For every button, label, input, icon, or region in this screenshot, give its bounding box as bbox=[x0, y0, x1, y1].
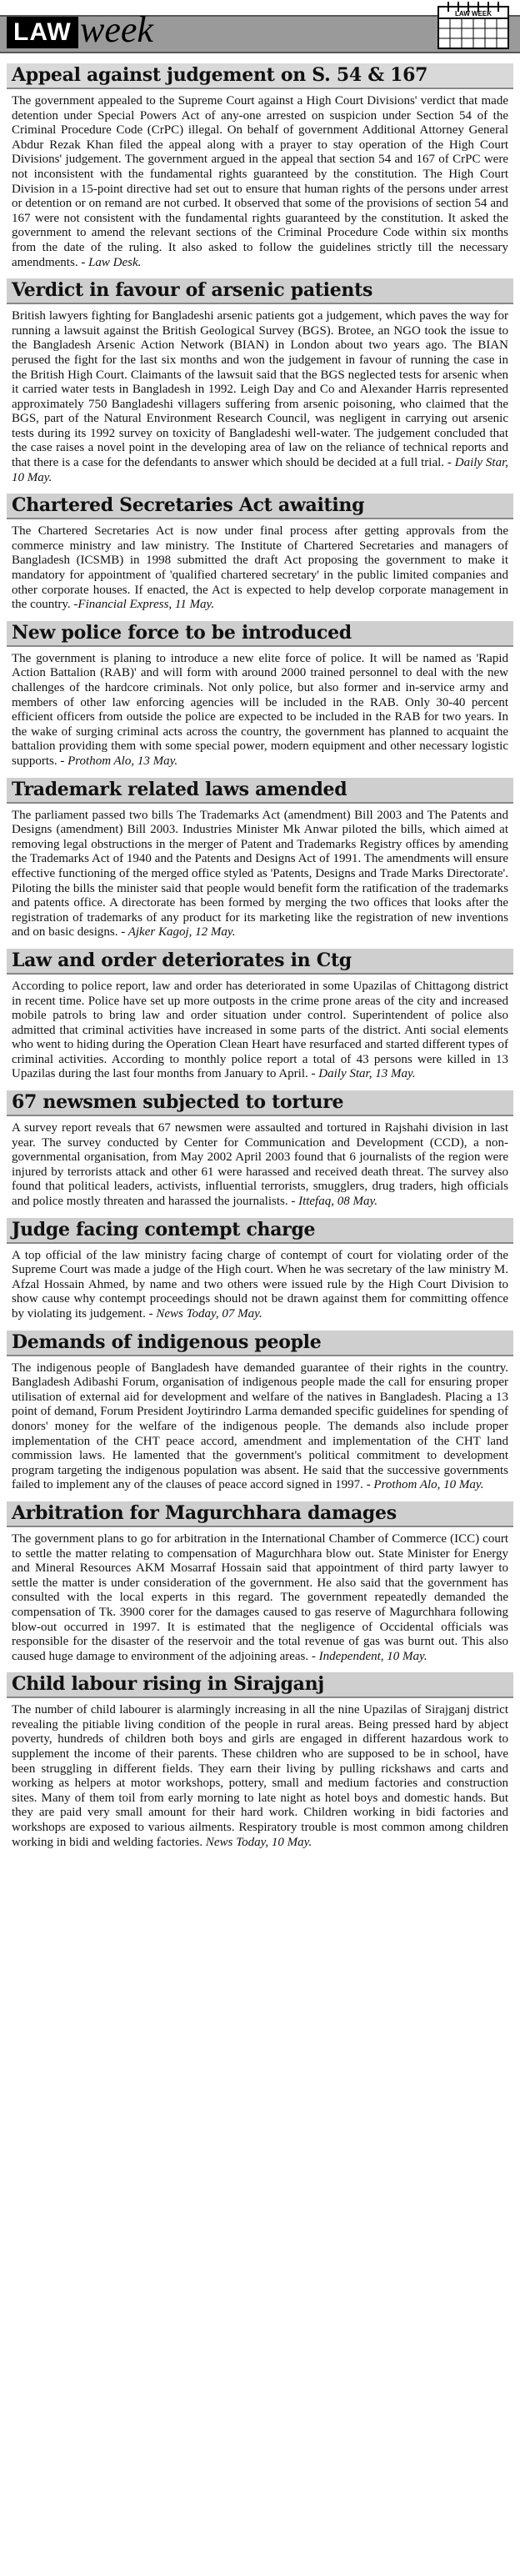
article-title: Child labour rising in Sirajganj bbox=[7, 1672, 513, 1698]
article-text: According to police report, law and order has deteriorated in some Upazilas of Chittagong district in recent time. Police have set up more outposts in the crime prone areas of the city and increased mobile patrols to bring law and order situation under control. Superintendent of police also admitted that criminal activities have increased in some parts of the district. Anti social elements who went to hiding during the Operation Clean Heart have resurfaced and started different types of criminal activities. According to monthly police report a total of 43 persons were killed in 13 Upazilas during the last four months from January to April. bbox=[12, 979, 508, 1081]
article-body bbox=[7, 89, 513, 273]
article-text: The number of child labourer is alarmingly increasing in all the nine Upazilas of Sirajganj district revealing the pitiable living condition of the people in rural areas. Being pressed hard by abject poverty, hundreds of children both boys and girls are engaged in different hazardous work to supplement the income of their parents. These children who are supposed to be in school, have been struggling in different fields. They earn their living by pulling rickshaws and carts and working as helpers at motor workshops, pottery, small and medium factories and construction sites. Many of them toil from early morning to late night as hotel boys and domestic hands. But they are paid very small amount for their hard work. Children working in bidi factories and workshops are exposed to various ailments. Respiratory trouble is most common among children working in bidi and welding factories. bbox=[12, 1703, 508, 1849]
article bbox=[7, 949, 513, 1085]
article-source: - News Today, 07 May. bbox=[148, 1307, 262, 1321]
article-source: -Financial Express, 11 May. bbox=[73, 598, 215, 612]
masthead-law-label: LAW bbox=[7, 17, 78, 48]
masthead-week-label: week bbox=[80, 9, 153, 50]
article-title: New police force to be introduced bbox=[7, 621, 513, 647]
article-source: - Ajker Kagoj, 12 May. bbox=[121, 925, 236, 940]
article-title: Arbitration for Magurchhara damages bbox=[7, 1501, 513, 1527]
article-body bbox=[7, 647, 513, 773]
calendar-label: LAW WEEK bbox=[455, 10, 492, 18]
article-text: A survey report reveals that 67 newsmen were assaulted and tortured in Rajshahi division in last year. The survey conducted by Center for Communication and Development (CCD), a non-governmental organisation, from May 2002 April 2003 found that 6 journalists of the region were injured by terrorists attack and other 61 were harassed and received death threat. The survey also found that political leaders, activists, influential terrorists, smugglers, drug traders, high officials and police mostly threaten and harassed the journalists. bbox=[12, 1121, 508, 1209]
article-text: The indigenous people of Bangladesh have demanded guarantee of their rights in the country. Bangladesh Adibashi Forum, organisation of indigenous people made the call for ensuring proper utilisation of external aid for development and welfare of the natives in Bangladesh. Placing a 13 point of demand, Forum President Joytirindro Larma demanded specific guidelines for spending of donors' money for the welfare of the indigenous people. The demands also include proper implementation of the CHT peace accord, amendment and implementation of the CHT land commission laws. He lamented that the government's political commitment to development program targeting the indigenous population was absent. He said that the successive governments failed to implement any of the clauses of peace accord signed in 1997. bbox=[12, 1361, 508, 1492]
article-body bbox=[7, 1244, 513, 1326]
article-body bbox=[7, 975, 513, 1085]
article bbox=[7, 278, 513, 489]
article-source: - Daily Star, 10 May. bbox=[12, 456, 509, 484]
article-source: - Daily Star, 13 May. bbox=[311, 1067, 416, 1081]
article-text: The Chartered Secretaries Act is now under final process after getting approvals from the commerce ministry and law ministry. The Institute of Chartered Secretaries and managers of Bangladesh (ICSMB) in 1998 submitted the draft Act proposing the government to make it mandatory for appointment of 'qualified chartered secretary' in the public limited companies and other corporate houses. If enacted, the Act is expected to help develop corporate management in the country. bbox=[12, 524, 508, 612]
article-title: Judge facing contempt charge bbox=[7, 1218, 513, 1244]
article-body bbox=[7, 1116, 513, 1213]
article-source: - Ittefaq, 08 May. bbox=[291, 1195, 378, 1209]
article-title: Demands of indigenous people bbox=[7, 1331, 513, 1356]
article-body bbox=[7, 304, 513, 489]
article-body bbox=[7, 519, 513, 616]
article bbox=[7, 1218, 513, 1326]
article-title: Trademark related laws amended bbox=[7, 778, 513, 804]
article-title: Law and order deteriorates in Ctg bbox=[7, 949, 513, 975]
article-source: News Today, 10 May. bbox=[205, 1835, 312, 1849]
article-text: The government appealed to the Supreme Court against a High Court Divisions' verdict that made detention under Special Powers Act of any-one arrested on suspicion under Section 54 of the Criminal Procedure Code (CrPC) illegal. On behalf of government Additional Attorney General Abdur Rezak Khan filed the appeal along with a prayer to stay operation of the High Court Divisions' judgement. The government argued in the appeal that section 54 and 167 of CrPC were not inconsistent with the fundamental rights guaranteed by the constitution. The High Court Division in a 15-point directive had set out to ensure that human rights of the persons under arrest or detention or on remand are not curbed. It observed that some of the provisions of section 54 and 167 were not consistent with the fundamental rights guaranteed by the constitution. It asked the government to amend the relevant sections of the Criminal Procedure Code within six months from the date of the ruling. It also asked to follow the guidelines strictly till the necessary amendments. bbox=[12, 94, 508, 269]
article-body bbox=[7, 1356, 513, 1496]
article-body bbox=[7, 1527, 513, 1667]
article bbox=[7, 1501, 513, 1667]
article-source: - Law Desk. bbox=[81, 255, 142, 269]
article-title: 67 newsmen subjected to torture bbox=[7, 1090, 513, 1116]
article bbox=[7, 778, 513, 944]
article-title: Chartered Secretaries Act awaiting bbox=[7, 494, 513, 519]
article-text: The parliament passed two bills The Trademarks Act (amendment) Bill 2003 and The Patents and Designs (amendment) Bill 2003. Industries Minister Mk Anwar piloted the bills, which aimed at removing legal obstructions in the merger of Patent and Trademarks Registry offices by amending the Trademarks Act of 1940 and the Patents and Designs Act of 1991. The amendments will ensure effective functioning of the merged office styled as 'Patents, Designs and Trade Marks Directorate'. Piloting the bills the minister said that people would benefit form the ratification of the trademarks and patents office. A directorate has been formed by merging the two offices that looks after the registration of trademarks of any product for its marketing like the registration of new inventions and on basic designs. bbox=[12, 808, 508, 940]
article bbox=[7, 63, 513, 273]
article-source: - Prothom Alo, 10 May. bbox=[366, 1478, 484, 1492]
article bbox=[7, 1672, 513, 1853]
article-text: A top official of the law ministry facing charge of contempt of court for violating order of the Supreme Court was made a judge of the High court. When he was secretary of the law ministry M. Afzal Hossain Ahmed, by name and two others were issued rule by the High Court Division to show cause why contempt proceedings should not be drawn against them for committing offence by violating its judgement. bbox=[12, 1248, 508, 1321]
article-title: Appeal against judgement on S. 54 & 167 bbox=[7, 63, 513, 89]
article-body bbox=[7, 1698, 513, 1853]
masthead bbox=[0, 0, 520, 63]
article-body bbox=[7, 804, 513, 944]
calendar-icon bbox=[433, 0, 513, 52]
article-text: British lawyers fighting for Bangladeshi arsenic patients got a judgement, which paves the way for running a lawsuit against the British Geological Survey (BGS). Brotee, an NGO took the issue to the Bangladesh Arsenic Action Network (BIAN) in London about two years ago. The BIAN perused the fight for the last six months and won the judgement in favour of running the case in the British High Court. Claimants of the lawsuit said that the BGS neglected tests for arsenic when it carried water tests in Bangladesh in 1992. Leigh Day and Co and Alexander Harris represented approximately 750 Bangladeshi villagers suffering from arsenic poisoning, who claimed that the BGS, part of the Natural Environment Research Council, was negligent in carrying out arsenic tests during its 1992 survey on toxicity of Bangladeshi well-water. The judgement concluded that the case raises a novel point in the developing area of law on the reliance of technical reports and that there is a case for the defendants to answer which should be decided at a full trial. bbox=[12, 309, 508, 470]
article-text: The government is planing to introduce a new elite force of police. It will be named as 'Rapid Action Battalion (RAB)' and will form with around 2000 trained personnel to deal with the new challenges of the hardcore criminals. Not only police, but also former and in-service army and members of other law enforcing agencies will be included in the RAB. Only 30-40 percent efficient officers from outside the police are expected to be included in the RAB for two years. In the wake of surging criminal acts across the country, the government has planned to acquaint the battalion providing them with some special power, modern equipment and other necessary logistic supports. bbox=[12, 651, 508, 768]
article bbox=[7, 1090, 513, 1213]
article bbox=[7, 1331, 513, 1496]
article-source: - Independent, 10 May. bbox=[311, 1649, 428, 1663]
article bbox=[7, 494, 513, 616]
article-text: The government plans to go for arbitration in the International Chamber of Commerce (ICC) court to settle the matter relating to compensation of Magurchhara blow out. State Minister for Energy and Mineral Resources AKM Mosarraf Hossain said that appointment of third party lawyer to settle the matter is under consideration of the government. He also said that the government has consulted with the local experts in this regard. The government repeatedly demanded the compensation of Tk. 3900 corer for the damages caused to gas reserve of Magurchhara following blow-out occurred in 1997. It is estimated that the negligence of Occidental officials was responsible for the disaster of the reservoir and the total revenue of gas was burnt out. This also caused huge damage to environment of the adjoining areas. bbox=[12, 1531, 508, 1663]
article-source: - Prothom Alo, 13 May. bbox=[60, 754, 178, 768]
article bbox=[7, 621, 513, 773]
article-title: Verdict in favour of arsenic patients bbox=[7, 278, 513, 304]
